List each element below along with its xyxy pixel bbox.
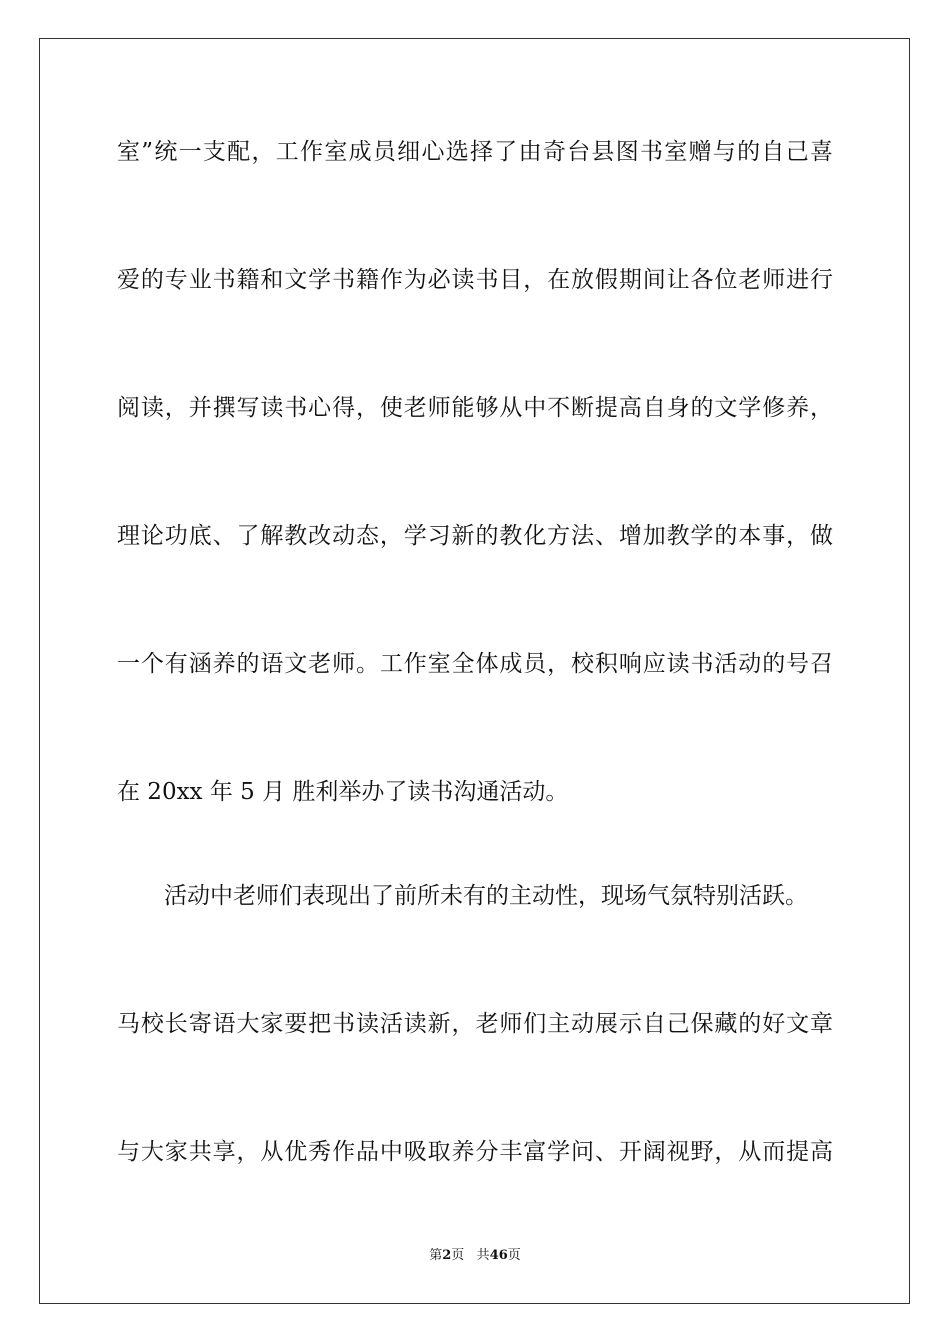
- page-footer: [0, 1247, 950, 1265]
- text-line-5: 一个有涵养的语文老师。工作室全体成员，校积响应读书活动的号召: [117, 651, 833, 677]
- text-line-4: 理论功底、了解教改动态，学习新的教化方法、增加教学的本事，做: [117, 523, 833, 549]
- footer-page-prefix: 第: [429, 1248, 443, 1263]
- footer-page-number: 2: [442, 1248, 452, 1263]
- text-line-9: 与大家共享，从优秀作品中吸取养分丰富学问、开阔视野，从而提高: [117, 1139, 833, 1165]
- text-line-1: 室”统一支配，工作室成员细心选择了由奇台县图书室赠与的自己喜: [117, 139, 833, 165]
- footer-page-suffix: 页: [451, 1248, 465, 1263]
- footer-total-prefix: 共: [476, 1248, 490, 1263]
- text-line-3: 阅读，并撰写读书心得，使老师能够从中不断提高自身的文学修养，: [117, 395, 833, 421]
- footer-total-pages: 46: [489, 1248, 508, 1263]
- text-line-2: 爱的专业书籍和文学书籍作为必读书目，在放假期间让各位老师进行: [117, 267, 833, 293]
- text-line-7: 活动中老师们表现出了前所未有的主动性，现场气氛特别活跃。: [164, 883, 808, 909]
- text-line-6: 在 20xx 年 5 月 胜利举办了读书沟通活动。: [117, 779, 569, 805]
- footer-total-suffix: 页: [507, 1248, 521, 1263]
- text-line-8: 马校长寄语大家要把书读活读新，老师们主动展示自己保藏的好文章: [117, 1011, 833, 1037]
